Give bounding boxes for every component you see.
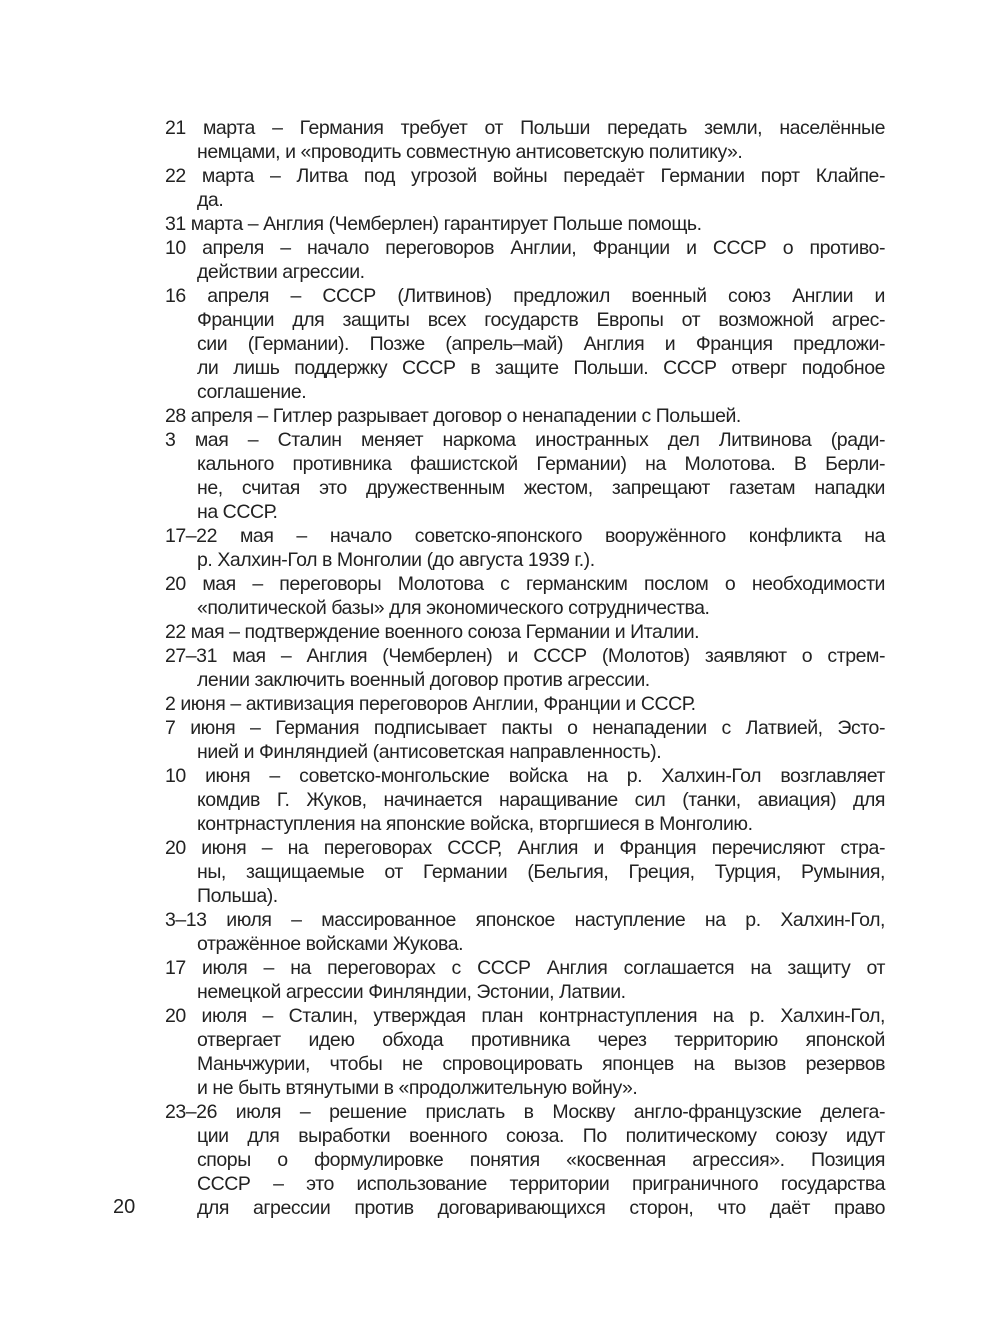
text-line: 7 июня – Германия подписывает пакты о ненападении с Латвией, Эсто- [165, 717, 885, 739]
text-line: 2 июня – активизация переговоров Англии, Франции и СССР. [165, 693, 696, 715]
text-line: соглашение. [197, 381, 307, 403]
text-line: р. Халхин-Гол в Монголии (до августа 1939 г.). [197, 549, 595, 571]
chronology-entry [165, 836, 885, 908]
chronology-entry [165, 692, 885, 716]
chronology-entry [165, 284, 885, 404]
chronology-entry [165, 620, 885, 644]
text-line: 22 мая – подтверждение военного союза Германии и Италии. [165, 621, 700, 643]
chronology-entry [165, 764, 885, 836]
text-line: ли лишь поддержку СССР в защите Польши. СССР отверг подобное [197, 357, 885, 379]
text-line: и не быть втянутыми в «продолжительную войну». [197, 1077, 638, 1099]
text-line: ны, защищаемые от Германии (Бельгия, Греция, Турция, Румыния, [197, 861, 885, 883]
chronology-entry [165, 716, 885, 764]
text-line: на СССР. [197, 501, 278, 523]
text-line: 27–31 мая – Англия (Чемберлен) и СССР (Молотов) заявляют о стрем- [165, 645, 885, 667]
text-line: действии агрессии. [197, 261, 365, 283]
chronology-entry [165, 908, 885, 956]
text-line: немцами, и «проводить совместную антисоветскую политику». [197, 141, 743, 163]
text-line: 21 марта – Германия требует от Польши передать земли, населённые [165, 117, 885, 139]
text-line: 17 июля – на переговорах с СССР Англия соглашается на защиту от [165, 957, 885, 979]
chronology-entry [165, 116, 885, 164]
chronology-entry [165, 404, 885, 428]
text-line: Франции для защиты всех государств Европы от возможной агрес- [197, 309, 885, 331]
text-line: 3–13 июля – массированное японское наступление на р. Халхин-Гол, [165, 909, 885, 931]
chronology-text [165, 116, 885, 1220]
chronology-entry [165, 956, 885, 1004]
text-line: сии (Германии). Позже (апрель–май) Англия и Франция предложи- [197, 333, 885, 355]
chronology-entry [165, 644, 885, 692]
text-line: отражённое войсками Жукова. [197, 933, 464, 955]
chronology-entry [165, 1100, 885, 1220]
text-line: СССР – это использование территории приграничного государства [197, 1173, 885, 1195]
text-line: споры о формулировке понятия «косвенная агрессия». Позиция [197, 1149, 885, 1171]
text-line: 16 апреля – СССР (Литвинов) предложил военный союз Англии и [165, 285, 885, 307]
text-line: контрнаступления на японские войска, вторгшиеся в Монголию. [197, 813, 753, 835]
chronology-entry [165, 164, 885, 212]
text-line: 10 апреля – начало переговоров Англии, Франции и СССР о противо- [165, 237, 885, 259]
text-line: 3 мая – Сталин меняет наркома иностранных дел Литвинова (ради- [165, 429, 885, 451]
text-line: 20 июля – Сталин, утверждая план контрнаступления на р. Халхин-Гол, [165, 1005, 885, 1027]
text-line: 20 мая – переговоры Молотова с германским послом о необходимости [165, 573, 885, 595]
text-line: да. [197, 189, 224, 211]
chronology-entry [165, 1004, 885, 1100]
text-line: 22 марта – Литва под угрозой войны передаёт Германии порт Клайпе- [165, 165, 885, 187]
text-line: 28 апреля – Гитлер разрывает договор о ненападении с Польшей. [165, 405, 741, 427]
text-line: ции для выработки военного союза. По политическому союзу идут [197, 1125, 885, 1147]
text-line: немецкой агрессии Финляндии, Эстонии, Латвии. [197, 981, 626, 1003]
text-line: для агрессии против договаривающихся сторон, что даёт право [197, 1197, 885, 1219]
text-line: Польша). [197, 885, 278, 907]
text-line: кального противника фашистской Германии) на Молотова. В Берли- [197, 453, 885, 475]
text-line: комдив Г. Жуков, начинается наращивание сил (танки, авиация) для [197, 789, 885, 811]
text-line: нией и Финляндией (антисоветская направленность). [197, 741, 662, 763]
page-number: 20 [113, 1196, 136, 1218]
chronology-entry [165, 572, 885, 620]
text-line: 20 июня – на переговорах СССР, Англия и Франция перечисляют стра- [165, 837, 885, 859]
text-line: отвергает идею обхода противника через территорию японской [197, 1029, 885, 1051]
text-line: 17–22 мая – начало советско-японского вооружённого конфликта на [165, 525, 885, 547]
text-line: лении заключить военный договор против агрессии. [197, 669, 650, 691]
chronology-entry [165, 212, 885, 236]
chronology-entry [165, 236, 885, 284]
text-line: Маньчжурии, чтобы не спровоцировать японцев на вызов резервов [197, 1053, 885, 1075]
text-line: не, считая это дружественным жестом, запрещают газетам нападки [197, 477, 885, 499]
chronology-entry [165, 428, 885, 524]
text-line: 23–26 июля – решение прислать в Москву англо-французские делега- [165, 1101, 885, 1123]
text-line: 10 июня – советско-монгольские войска на р. Халхин-Гол возглавляет [165, 765, 885, 787]
text-line: «политической базы» для экономического сотрудничества. [197, 597, 710, 619]
chronology-entry [165, 524, 885, 572]
text-line: 31 марта – Англия (Чемберлен) гарантирует Польше помощь. [165, 213, 702, 235]
